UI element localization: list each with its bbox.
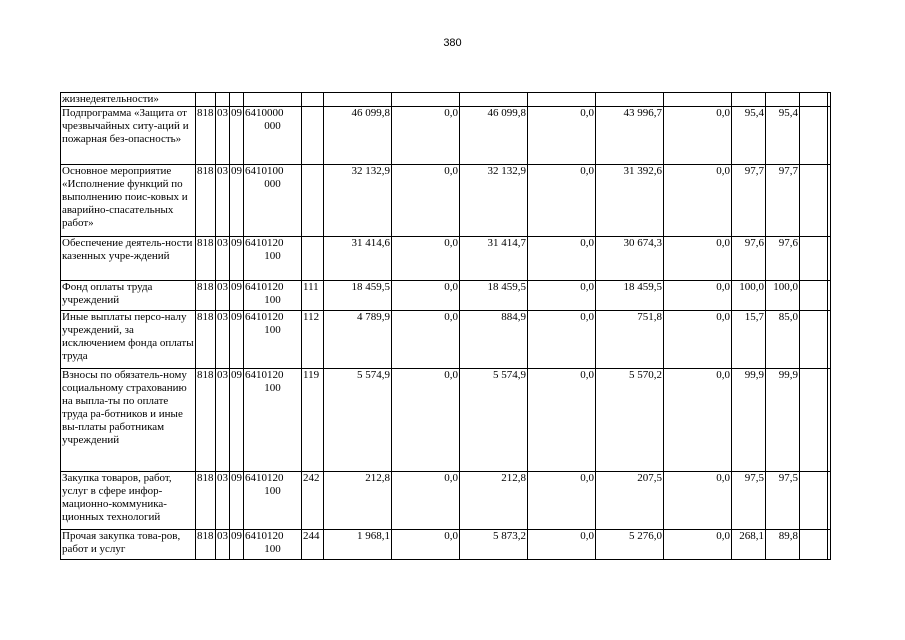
table-row [61,530,831,560]
executed-amount-cell: 5 570,2 [596,369,664,472]
subsection-code-cell: 09 [230,237,244,281]
target-article-line-1: 6410120 [245,311,284,323]
item-name-cell: Закупка товаров, работ, услуг в сфере инфор-мационно-коммуника-ционных технологий [61,472,196,530]
expense-type-cell: 112 [302,311,324,369]
target-article-line-1: 6410120 [245,237,284,249]
target-article-line-1: 6410000 [245,107,284,119]
empty-cell [800,369,828,472]
approved-amount-cell: 4 789,9 [324,311,392,369]
expense-type-cell [302,165,324,237]
edge-cell [828,530,831,560]
target-article-cell [244,369,302,472]
empty-cell [800,530,828,560]
refined-amount-cell [460,93,528,107]
subsection-code-cell: 09 [230,107,244,165]
subsection-code-cell [230,93,244,107]
table-row [61,165,831,237]
table-row [61,369,831,472]
target-article-line-2: 000 [264,178,281,190]
executed-other-cell: 0,0 [664,369,732,472]
target-article-line-2: 100 [264,485,281,497]
target-article-cell [244,530,302,560]
table-row [61,237,831,281]
target-article-line-2: 100 [264,382,281,394]
edge-cell [828,93,831,107]
ministry-code-cell: 818 [196,281,216,311]
subsection-code-cell: 09 [230,530,244,560]
executed-amount-cell: 43 996,7 [596,107,664,165]
refined-other-cell: 0,0 [528,472,596,530]
refined-other-cell: 0,0 [528,530,596,560]
subsection-code-cell: 09 [230,472,244,530]
target-article-cell [244,107,302,165]
expense-type-cell [302,237,324,281]
approved-other-cell: 0,0 [392,369,460,472]
target-article-line-1: 6410120 [245,472,284,484]
target-article-cell [244,237,302,281]
executed-amount-cell: 30 674,3 [596,237,664,281]
edge-cell [828,107,831,165]
executed-other-cell: 0,0 [664,107,732,165]
percent-approved-cell: 97,5 [732,472,766,530]
percent-refined-cell [766,93,800,107]
refined-other-cell [528,93,596,107]
section-code-cell: 03 [216,165,230,237]
item-name-cell: Подпрограмма «Защита от чрезвычайных ситу-аций и пожарная без-опасность» [61,107,196,165]
ministry-code-cell: 818 [196,107,216,165]
approved-amount-cell: 18 459,5 [324,281,392,311]
empty-cell [800,311,828,369]
approved-other-cell: 0,0 [392,165,460,237]
refined-amount-cell: 884,9 [460,311,528,369]
percent-approved-cell: 268,1 [732,530,766,560]
ministry-code-cell: 818 [196,530,216,560]
executed-amount-cell: 751,8 [596,311,664,369]
section-code-cell: 03 [216,472,230,530]
percent-refined-cell: 97,5 [766,472,800,530]
edge-cell [828,472,831,530]
executed-amount-cell: 207,5 [596,472,664,530]
item-name-cell: Прочая закупка това-ров, работ и услуг [61,530,196,560]
refined-other-cell: 0,0 [528,369,596,472]
empty-cell [800,281,828,311]
approved-other-cell: 0,0 [392,472,460,530]
empty-cell [800,107,828,165]
refined-amount-cell: 5 574,9 [460,369,528,472]
edge-cell [828,311,831,369]
executed-amount-cell: 31 392,6 [596,165,664,237]
percent-approved-cell: 97,6 [732,237,766,281]
ministry-code-cell: 818 [196,311,216,369]
executed-other-cell: 0,0 [664,472,732,530]
refined-other-cell: 0,0 [528,237,596,281]
page-number: 380 [443,37,462,49]
ministry-code-cell: 818 [196,472,216,530]
ministry-code-cell [196,93,216,107]
section-code-cell: 03 [216,107,230,165]
executed-other-cell: 0,0 [664,237,732,281]
item-name-cell: Фонд оплаты труда учреждений [61,281,196,311]
expense-type-cell [302,93,324,107]
subsection-code-cell: 09 [230,281,244,311]
target-article-line-2: 100 [264,294,281,306]
target-article-line-1: 6410120 [245,530,284,542]
table-row [61,281,831,311]
table-body [61,93,831,560]
edge-cell [828,165,831,237]
ministry-code-cell: 818 [196,369,216,472]
approved-amount-cell: 5 574,9 [324,369,392,472]
percent-refined-cell: 97,6 [766,237,800,281]
percent-approved-cell: 100,0 [732,281,766,311]
approved-amount-cell: 32 132,9 [324,165,392,237]
percent-refined-cell: 99,9 [766,369,800,472]
expense-type-cell: 242 [302,472,324,530]
executed-other-cell: 0,0 [664,281,732,311]
approved-amount-cell: 212,8 [324,472,392,530]
approved-other-cell [392,93,460,107]
target-article-line-1: 6410120 [245,369,284,381]
subsection-code-cell: 09 [230,165,244,237]
expense-type-cell: 111 [302,281,324,311]
table-row [61,472,831,530]
target-article-cell [244,472,302,530]
target-article-line-1: 6410120 [245,281,284,293]
executed-amount-cell [596,93,664,107]
approved-other-cell: 0,0 [392,311,460,369]
section-code-cell: 03 [216,237,230,281]
table-row [61,93,831,107]
target-article-line-2: 100 [264,324,281,336]
target-article-cell [244,311,302,369]
subsection-code-cell: 09 [230,311,244,369]
executed-other-cell [664,93,732,107]
target-article-line-1: 6410100 [245,165,284,177]
target-article-cell [244,281,302,311]
expense-type-cell [302,107,324,165]
ministry-code-cell: 818 [196,165,216,237]
percent-approved-cell: 99,9 [732,369,766,472]
item-name-cell: Обеспечение деятель-ности казенных учре-ждений [61,237,196,281]
item-name-cell: Основное мероприятие «Исполнение функций по выполнению поис-ковых и аварийно-спасательных работ» [61,165,196,237]
refined-other-cell: 0,0 [528,107,596,165]
percent-approved-cell: 15,7 [732,311,766,369]
percent-refined-cell: 100,0 [766,281,800,311]
executed-other-cell: 0,0 [664,530,732,560]
refined-other-cell: 0,0 [528,311,596,369]
item-name-cell: Взносы по обязатель-ному социальному страхованию на выпла-ты по оплате труда ра-ботников и иные вы-платы работникам учреждений [61,369,196,472]
edge-cell [828,281,831,311]
target-article-line-2: 100 [264,250,281,262]
target-article-cell [244,165,302,237]
target-article-line-2: 000 [264,120,281,132]
empty-cell [800,165,828,237]
item-name-cell: жизнедеятельности» [61,93,196,107]
budget-table [60,92,831,560]
subsection-code-cell: 09 [230,369,244,472]
table-row [61,107,831,165]
refined-amount-cell: 5 873,2 [460,530,528,560]
item-name-cell: Иные выплаты персо-налу учреждений, за исключением фонда оплаты труда [61,311,196,369]
refined-amount-cell: 212,8 [460,472,528,530]
target-article-cell [244,93,302,107]
approved-amount-cell: 1 968,1 [324,530,392,560]
approved-amount-cell [324,93,392,107]
section-code-cell: 03 [216,530,230,560]
ministry-code-cell: 818 [196,237,216,281]
refined-other-cell: 0,0 [528,281,596,311]
executed-other-cell: 0,0 [664,165,732,237]
refined-other-cell: 0,0 [528,165,596,237]
approved-amount-cell: 31 414,6 [324,237,392,281]
table-row [61,311,831,369]
refined-amount-cell: 18 459,5 [460,281,528,311]
percent-approved-cell: 95,4 [732,107,766,165]
percent-refined-cell: 89,8 [766,530,800,560]
section-code-cell: 03 [216,281,230,311]
section-code-cell [216,93,230,107]
approved-other-cell: 0,0 [392,281,460,311]
percent-approved-cell [732,93,766,107]
empty-cell [800,93,828,107]
refined-amount-cell: 31 414,7 [460,237,528,281]
percent-refined-cell: 95,4 [766,107,800,165]
expense-type-cell: 119 [302,369,324,472]
refined-amount-cell: 46 099,8 [460,107,528,165]
approved-amount-cell: 46 099,8 [324,107,392,165]
expense-type-cell: 244 [302,530,324,560]
edge-cell [828,237,831,281]
percent-refined-cell: 97,7 [766,165,800,237]
section-code-cell: 03 [216,369,230,472]
empty-cell [800,237,828,281]
edge-cell [828,369,831,472]
executed-amount-cell: 18 459,5 [596,281,664,311]
executed-other-cell: 0,0 [664,311,732,369]
percent-approved-cell: 97,7 [732,165,766,237]
approved-other-cell: 0,0 [392,530,460,560]
approved-other-cell: 0,0 [392,237,460,281]
approved-other-cell: 0,0 [392,107,460,165]
empty-cell [800,472,828,530]
section-code-cell: 03 [216,311,230,369]
refined-amount-cell: 32 132,9 [460,165,528,237]
executed-amount-cell: 5 276,0 [596,530,664,560]
target-article-line-2: 100 [264,543,281,555]
percent-refined-cell: 85,0 [766,311,800,369]
